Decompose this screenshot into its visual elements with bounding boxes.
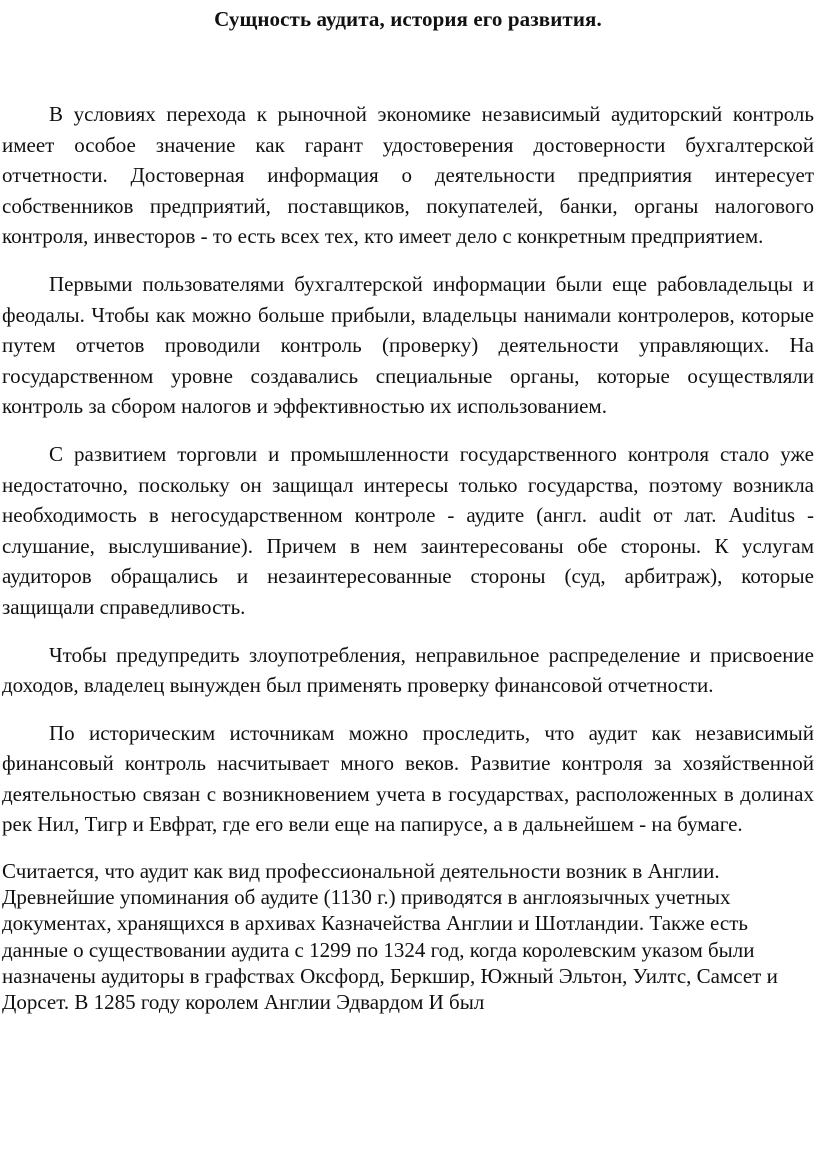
paragraph-prevent-abuse: Чтобы предупредить злоупотребления, неправильное распределение и присвоение доходов, владелец вынужден был применять проверку финансовой отчетности.	[2, 642, 814, 698]
paragraph-historical-sources: По историческим источникам можно проследить, что аудит как независимый финансовый контроль насчитывает много веков. Развитие контроля за хозяйственной деятельностью связан с возникновением учета в государствах, расположенных в долинах рек Нил, Тигр и Евфрат, где его вели еще на папирусе, а в дальнейшем - на бумаге.	[2, 720, 814, 837]
paragraph-market-audit: В условиях перехода к рыночной экономике независимый аудиторский контроль имеет особое значение как гарант удостоверения достоверности бухгалтерской отчетности. Достоверная информация о деятельности предприятия интересует собственников предприятий, поставщиков, покупателей, банки, органы налогового контроля, инвесторов - то есть всех тех, кто имеет дело с конкретным предприятием.	[2, 102, 814, 249]
document-body	[2, 99, 814, 1015]
paragraph-trade-development: С развитием торговли и промышленности государственного контроля стало уже недостаточно, поскольку он защищал интересы только государства, поэтому возникла необходимость в негосударственном контроле - аудите (англ. audit от лат. Auditus - слушание, выслушивание). Причем в нем заинтересованы обе стороны. К услугам аудиторов обращались и незаинтересованные стороны (суд, арбитраж), которые защищали справедливость.	[2, 441, 814, 619]
paragraph-first-users: Первыми пользователями бухгалтерской информации были еще рабовладельцы и феодалы. Чтобы как можно больше прибыли, владельцы нанимали контролеров, которые путем отчетов проводили контроль (проверку) деятельности управляющих. На государственном уровне создавались специальные органы, которые осуществляли контроль за сбором налогов и эффективностью их использованием.	[2, 271, 814, 419]
paragraph-england-origin: Считается, что аудит как вид профессиональной деятельности возник в Англии. Древнейшие упоминания об аудите (1130 г.) приводятся в англоязычных учетных документах, хранящихся в архивах Казначейства Англии и Шотландии. Также есть данные о существовании аудита с 1299 по 1324 год, когда королевским указом были назначены аудиторы в графствах Оксфорд, Беркшир, Южный Эльтон, Уилтс, Самсет и Дорсет. В 1285 году королем Англии Эдвардом И был	[2, 859, 778, 1015]
document-title: Сущность аудита, история его развития.	[214, 7, 602, 31]
